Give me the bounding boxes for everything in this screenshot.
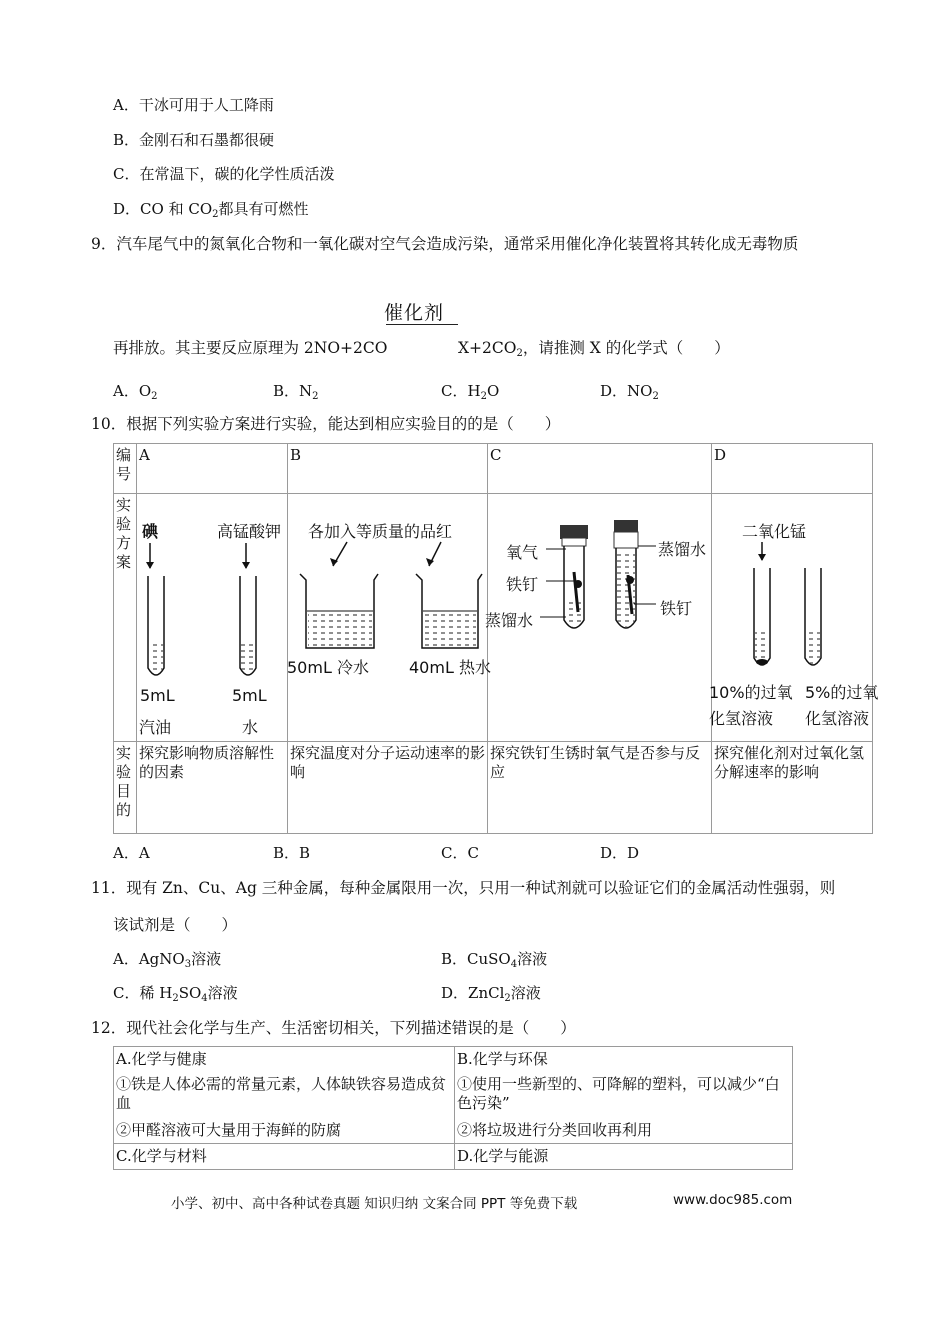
q11-option-a: A．AgNO$_3$溶液 — [113, 950, 222, 970]
label-a-left-volume: 5mL — [140, 686, 175, 705]
chemistry-life-table — [113, 1046, 793, 1170]
cell-a-title: A.化学与健康 — [116, 1050, 207, 1068]
goal-c: 探究铁钉生锈时氧气是否参与反应 — [488, 742, 712, 834]
q10-option-b: B．B — [273, 844, 311, 862]
question-9-formula: 再排放。其主要反应原理为 2NO+2CO — [113, 339, 388, 357]
beaker-cold-water — [300, 542, 378, 648]
test-tube-permanganate — [240, 543, 256, 675]
q9-option-d: D．$NO_2$ — [600, 382, 659, 402]
row-label-goal: 实验目的 — [114, 742, 137, 834]
cell-d-title: D.化学与能源 — [455, 1144, 793, 1170]
option-d: D．CO 和 $CO_2$都具有可燃性 — [113, 200, 309, 220]
label-cold-water: 50mL 冷水 — [287, 658, 369, 677]
footer-text: 小学、初中、高中各种试卷真题 知识归纳 文案合同 PPT 等免费下载 — [171, 1196, 578, 1212]
q10-option-c: C．C — [441, 844, 479, 862]
label-distilled-water: 蒸馏水 — [485, 611, 534, 630]
cell-a — [114, 1047, 455, 1144]
tube-5-percent-peroxide — [805, 568, 821, 665]
question-11-stem: 11．现有 Zn、Cu、Ag 三种金属，每种金属限用一次，只用一种试剂就可以验证它们的金属活动性强弱，则 — [91, 879, 836, 897]
label-hot-water: 40mL 热水 — [409, 658, 491, 677]
question-9-products: $X+2CO_2$，请推测 X 的化学式（ ） — [458, 339, 730, 359]
test-tube-iodine — [146, 543, 164, 675]
q9-option-c: C．$H_2O$ — [441, 382, 500, 402]
cell-c-title: C.化学与材料 — [114, 1144, 455, 1170]
cell-b-title: B.化学与环保 — [457, 1050, 548, 1068]
q11-option-c: C．稀 $H_2SO_4$溶液 — [113, 984, 238, 1004]
goal-b: 探究温度对分子运动速率的影响 — [288, 742, 488, 834]
q9-option-a: A．$O_2$ — [113, 382, 158, 402]
option-c: C．在常温下，碳的化学性质活泼 — [113, 165, 335, 183]
tube-distilled-water-nail — [614, 520, 656, 628]
label-a-right-volume: 5mL — [232, 686, 267, 705]
cell-a-item-2: ②甲醛溶液可大量用于海鲜的防腐 — [116, 1121, 342, 1139]
label-d-right-1: 5%的过氧 — [805, 683, 879, 702]
label-permanganate: 高锰酸钾 — [217, 522, 282, 541]
footer-url[interactable]: www.doc985.com — [673, 1192, 793, 1208]
header-cell-c: C — [488, 444, 712, 494]
label-oxygen: 氧气 — [506, 543, 539, 562]
question-12-stem: 12．现代社会化学与生产、生活密切相关，下列描述错误的是（ ） — [91, 1019, 576, 1037]
header-cell-d: D — [712, 444, 873, 494]
q11-option-b: B．CuSO$_4$溶液 — [441, 950, 548, 970]
option-b: B．金刚石和石墨都很硬 — [113, 131, 275, 149]
header-cell-number: 编号 — [114, 444, 137, 494]
cell-b-item-1: ①使用一些新型的、可降解的塑料，可以减少“白色污染” — [457, 1075, 780, 1112]
question-10-stem: 10．根据下列实验方案进行实验，能达到相应实验目的的是（ ） — [91, 415, 561, 433]
label-water: 水 — [242, 718, 259, 737]
label-d-left-1: 10%的过氧 — [709, 683, 793, 702]
goal-d: 探究催化剂对过氧化氢分解速率的影响 — [712, 742, 873, 834]
row-label-plan: 实验方案 — [114, 494, 137, 742]
label-gasoline: 汽油 — [139, 718, 172, 737]
header-cell-b: B — [288, 444, 488, 494]
label-d-left-2: 化氢溶液 — [709, 709, 774, 728]
label-distilled-water-2: 蒸馏水 — [658, 540, 707, 559]
option-a: A．干冰可用于人工降雨 — [113, 96, 274, 114]
header-cell-a: A — [137, 444, 288, 494]
beaker-hot-water — [416, 542, 482, 648]
label-iodine: 碘 — [142, 522, 159, 541]
cell-b-item-2: ②将垃圾进行分类回收再利用 — [457, 1121, 653, 1139]
q9-option-b: B．$N_2$ — [273, 382, 319, 402]
label-d-right-2: 化氢溶液 — [805, 709, 870, 728]
label-manganese-dioxide: 二氧化锰 — [742, 522, 807, 541]
label-nail-2: 铁钉 — [660, 599, 693, 618]
label-nail: 铁钉 — [506, 575, 539, 594]
q10-option-d: D．D — [600, 844, 640, 862]
question-11-stem-2: 该试剂是（ ） — [113, 916, 238, 934]
tube-10-percent-peroxide — [754, 542, 770, 665]
q10-option-a: A．A — [113, 844, 150, 862]
tube-oxygen-nail — [540, 525, 588, 628]
question-9-stem: 9．汽车尾气中的氮氧化合物和一氧化碳对空气会造成污染，通常采用催化净化装置将其转化成无毒物质 — [91, 235, 799, 253]
label-magenta: 各加入等质量的品红 — [308, 522, 453, 541]
cell-b — [455, 1047, 793, 1144]
q11-option-d: D．ZnCl$_2$溶液 — [441, 984, 541, 1004]
cell-a-item-1: ①铁是人体必需的常量元素，人体缺铁容易造成贫血 — [116, 1075, 447, 1112]
goal-a: 探究影响物质溶解性的因素 — [137, 742, 288, 834]
catalyst-label: 催化剂 — [384, 302, 445, 324]
